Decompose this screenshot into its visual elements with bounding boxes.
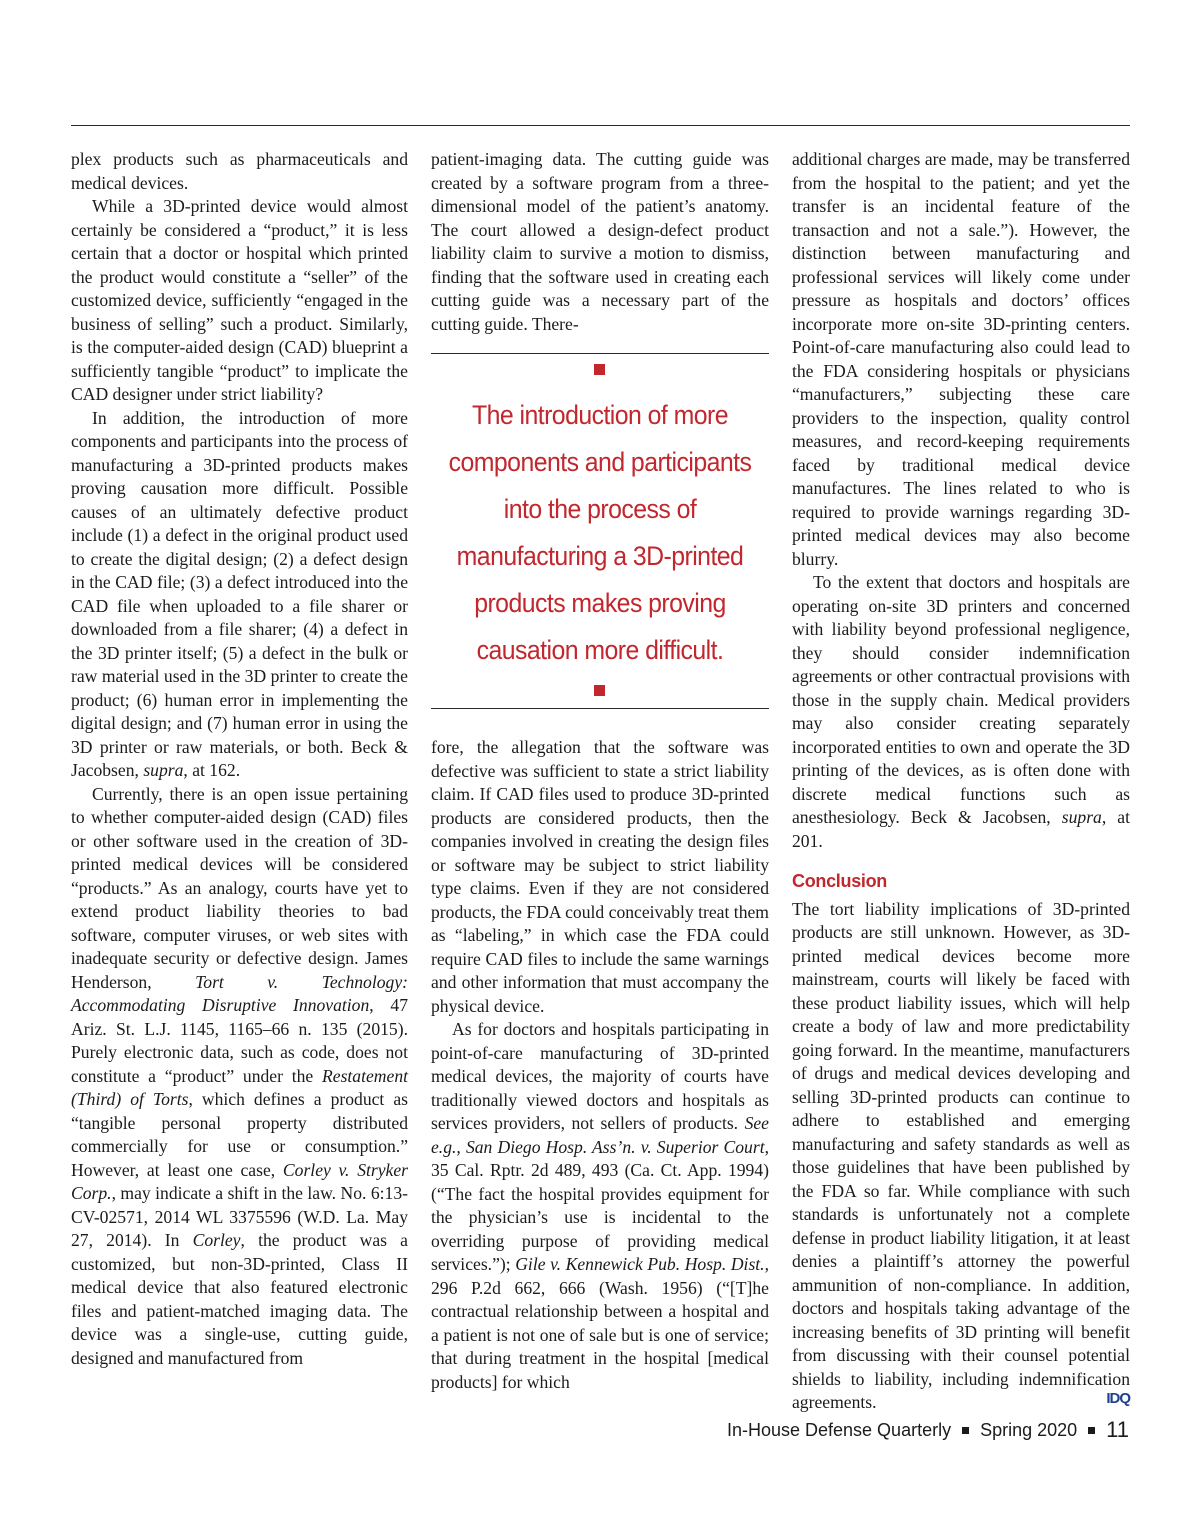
issue-date: Spring 2020 [980,1419,1078,1440]
separator-icon [962,1427,969,1434]
italic-citation: supra [1061,807,1102,827]
column-3 [792,148,1130,1415]
italic-citation: Restatement (Third) of Torts [71,1065,408,1109]
text-run: The tort liability implications of 3D-printed products are still unknown. However, as 3D-printed medical devices become more mainstream, courts will likely be faced with these product liability issues, which will help create a body of law and more predictability going forward. In the meantime, manufacturers of drugs and medical devices developing and selling 3D-printed products can continue to adhere to established and emerging manufacturing and safety standards as well as those guidelines that have been published by the FDA so far. While compliance with such standards is unfortunately not a complete defense in product liability litigation, it at least denies a plaintiff’s attorney the powerful ammunition of non-compliance. In addition, doctors and hospitals taking advantage of the increasing benefits of 3D printing will benefit from discussing with their counsel potential shields to liability, including indemnification agreements. [792,898,1130,1412]
paragraph [71,783,408,1371]
pull-quote-text: The introduction of more components and participants into the process of manufacturing a 3D-printed products makes proving causation more difficult. [448,400,752,665]
square-bullet-icon [594,364,605,375]
paragraph: While a 3D-printed device would almost certainly be considered a “product,” it is less certain that a doctor or hospital which printed the product would constitute a “seller” of the customized device, sufficiently “engaged in the business of selling” such a product. Similarly, is the computer-aided design (CAD) blueprint a sufficiently tangible “product” to implicate the CAD designer under strict liability? [71,196,408,404]
text-run: , 296 P.2d 662, 666 (Wash. 1956) (“[T]he contractual relationship between a hospital and a patient is not one of sale but is one of service; that during treatment in the hospital [medical products] for which [431,1254,769,1392]
paragraph: additional charges are made, may be transferred from the hospital to the patient; and yet the transfer is an incidental feature of the transaction and not a sale.”). However, the distinction between manufacturing and professional services will likely come under pressure as hospitals and doctors’ offices incorporate more on-site 3D-printing centers. Point-of-care manufacturing also could lead to the FDA considering hospitals or physicians “manufacturers,” subjecting these care providers to the inspection, quality control measures, and record-keeping requirements faced by traditional medical device manufactures. The lines related to who is required to provide warnings regarding 3D-printed medical devices may also become blurry. [792,149,1130,569]
text-run: , may indicate a shift in the law. No. 6:13-CV-02571, 2014 WL 3375596 (W.D. La. May 27, 2014). In [71,1183,408,1250]
column-2-top [431,148,769,336]
text-run: , at 201. [792,807,1130,851]
italic-citation: See e.g., San Diego Hosp. Ass’n. v. Superior Court [431,1113,769,1157]
italic-citation: supra [143,760,184,780]
text-run: , at 162. [183,760,241,780]
text-run: In addition, the introduction of more components and participants into the process of manufacturing a 3D-printed products makes proving causation more difficult. Possible causes of an ultimately defective product include (1) a defect in the original product used to create the digital design; (2) a defect design in the CAD file; (3) a defect introduced into the CAD file when uploaded to a file sharer or downloaded from a file sharer; (4) a defect in the 3D printer itself; (5) a defect in the bulk or raw material used in the 3D printer to create the product; (6) human error in implementing the digital design; and (7) human error in using the 3D printer or raw materials, or both. Beck & Jacobsen, [71,407,408,780]
italic-citation: Gile v. Kennewick Pub. Hosp. Dist. [515,1254,765,1274]
text-run: As for doctors and hospitals participating in point-of-care manufacturing of 3D-printed medical devices, the majority of courts have traditionally viewed doctors and hospitals as services providers, not sellers of products. [431,1019,769,1133]
pull-quote [431,353,769,709]
paragraph [792,571,1130,853]
end-mark-logo: IDQ [1106,1390,1130,1407]
italic-citation: Corley [192,1230,241,1250]
column-2-bottom [431,736,769,1394]
top-rule [71,125,1130,126]
paragraph [431,1018,769,1394]
square-bullet-icon [594,685,605,696]
text-run: , which defines a product as “tangible personal property distributed commercially for use or consumption.” However, at least one case, [71,1089,408,1180]
text-run: , 47 Ariz. St. L.J. 1145, 1165–66 n. 135 (2015). Purely electronic data, such as code, does not constitute a “product” under the [71,995,408,1086]
page-footer [727,1417,1129,1443]
text-run: To the extent that doctors and hospitals are operating on-site 3D printers and concerned with liability beyond professional negligence, they should consider indemnification agreements or other contractual provisions with those in the supply chain. Medical providers may also consider creating separately incorporated entities to own and operate the 3D printing of the devices, as is often done with discrete medical functions such as anesthesiology. Beck & Jacobsen, [792,572,1130,827]
paragraph [792,898,1130,1415]
section-heading: Conclusion [792,871,887,891]
paragraph: fore, the allegation that the software was defective was sufficient to state a strict liability claim. If CAD files used to produce 3D-printed products are considered products, then the companies involved in creating the design files or software may be subject to strict liability type claims. Even if they are not considered products, the FDA could conceivably treat them as “labeling,” in which case the FDA could require CAD files to include the same warnings and other information that must accompany the physical device. [431,737,769,1016]
separator-icon [1088,1427,1095,1434]
column-1 [71,148,408,1370]
publication-name: In-House Defense Quarterly [726,1419,952,1440]
text-run: Currently, there is an open issue pertaining to whether computer-aided design (CAD) files or other software used in the creation of 3D-printed medical devices will be considered “products.” As an analogy, courts have yet to extend product liability theories to bad software, computer viruses, or web sites with inadequate security or defective design. James Henderson, [71,783,408,992]
italic-citation: Corley v. Stryker Corp. [71,1159,409,1203]
italic-citation: Tort v. Technology: Accommodating Disruptive Innovation [71,971,409,1015]
paragraph [71,407,408,783]
text-run: , the product was a customized, but non-3D-printed, Class II medical device that also featured electronic files and patient-matched imaging data. The device was a single-use, cutting guide, designed and manufactured from [71,1230,408,1368]
page-number: 11 [1106,1417,1129,1442]
text-run: , 35 Cal. Rptr. 2d 489, 493 (Ca. Ct. App. 1994) (“The fact the hospital provides equipment for the physician’s use is incidental to the overriding purpose of providing medical services.”); [431,1136,769,1274]
paragraph: patient-imaging data. The cutting guide was created by a software program from a three-dimensional model of the patient’s anatomy. The court allowed a design-defect product liability claim to survive a motion to dismiss, finding that the software used in creating each cutting guide was a necessary part of the cutting guide. There- [431,149,769,334]
paragraph: plex products such as pharmaceuticals and medical devices. [71,149,408,193]
